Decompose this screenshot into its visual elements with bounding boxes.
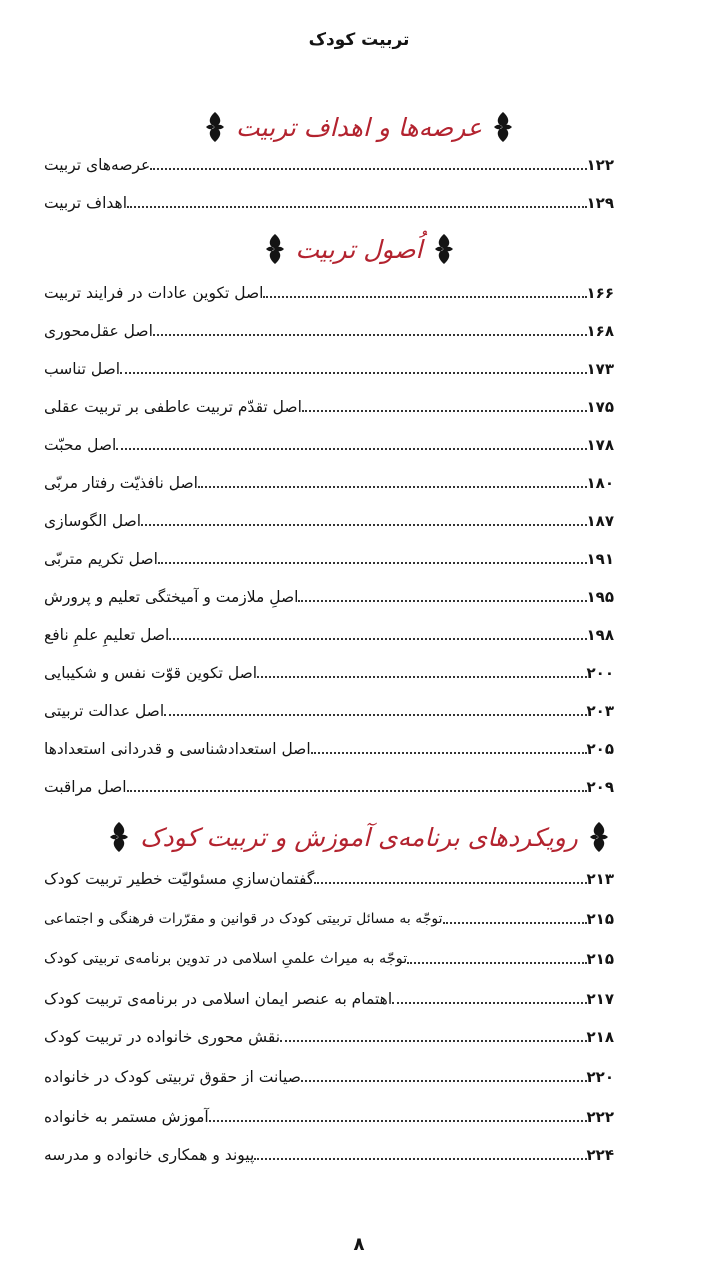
toc-entry[interactable] — [40, 618, 620, 648]
toc-entry[interactable] — [40, 542, 620, 572]
toc-entry-page: ۱۸۰ — [586, 474, 614, 492]
leader-dots — [302, 410, 587, 412]
fleuron-ornament-icon — [204, 110, 226, 144]
toc-entry-page: ۱۲۹ — [586, 194, 614, 212]
toc-entry-label: اصل تقدّم تربیت عاطفی بر تربیت عقلی — [44, 398, 302, 416]
toc-entry-page: ۲۰۰ — [586, 664, 614, 682]
leader-dots — [298, 600, 586, 602]
section-title: رویکردهای برنامه‌ی آموزش و تربیت کودک — [140, 822, 578, 852]
toc-entry-label: صیانت از حقوق تربیتی کودک در خانواده — [44, 1068, 301, 1086]
leader-dots — [158, 562, 587, 564]
toc-entry[interactable] — [40, 982, 620, 1012]
toc-entry[interactable] — [40, 504, 620, 534]
fleuron-ornament-icon — [108, 820, 130, 854]
leader-dots — [209, 1120, 587, 1122]
toc-entry-label: گفتمان‌سازیِ مسئولیّت خطیر تربیت کودک — [44, 870, 315, 888]
leader-dots — [169, 638, 586, 640]
toc-entry-page: ۱۷۵ — [586, 398, 614, 416]
toc-entry-label: اصل تناسب — [44, 360, 121, 378]
toc-entry-label: اصل تعلیمِ علمِ نافع — [44, 626, 170, 644]
leader-dots — [120, 372, 586, 374]
toc-entry-page: ۲۲۴ — [586, 1146, 614, 1164]
section-heading-2 — [0, 226, 718, 272]
toc-entry-label: اصل تکوین عادات در فرایند تربیت — [44, 284, 264, 302]
toc-entry-page: ۲۱۵ — [586, 910, 614, 928]
toc-entry-page: ۱۲۲ — [586, 156, 614, 174]
leader-dots — [280, 1040, 586, 1042]
toc-entry[interactable] — [40, 942, 620, 972]
toc-entry-page: ۲۱۷ — [586, 990, 614, 1008]
toc-entry-page: ۲۲۲ — [586, 1108, 614, 1126]
leader-dots — [164, 714, 586, 716]
leader-dots — [311, 752, 587, 754]
toc-entry-label: اصلِ ملازمت و آمیختگی تعلیم و پرورش — [44, 588, 299, 606]
toc-entry[interactable] — [40, 1138, 620, 1168]
toc-entry[interactable] — [40, 276, 620, 306]
toc-entry[interactable] — [40, 770, 620, 800]
leader-dots — [263, 296, 586, 298]
leader-dots — [254, 1158, 586, 1160]
leader-dots — [153, 334, 587, 336]
toc-entry-page: ۱۷۸ — [586, 436, 614, 454]
leader-dots — [392, 1002, 586, 1004]
toc-entry[interactable] — [40, 148, 620, 178]
leader-dots — [301, 1080, 587, 1082]
toc-entry-page: ۲۰۵ — [586, 740, 614, 758]
leader-dots — [257, 676, 586, 678]
toc-entry[interactable] — [40, 694, 620, 724]
toc-entry-page: ۲۱۳ — [586, 870, 614, 888]
leader-dots — [127, 790, 587, 792]
toc-entry-page: ۱۸۷ — [586, 512, 614, 530]
toc-entry-label: توجّه به مسائل تربیتی کودک در قوانین و مقرّرات فرهنگی و اجتماعی — [44, 911, 443, 927]
toc-entry-label: عرصه‌های تربیت — [44, 156, 151, 174]
toc-entry-label: اصل تکریم متربّی — [44, 550, 158, 568]
leader-dots — [150, 168, 586, 170]
fleuron-ornament-icon — [492, 110, 514, 144]
toc-entry-page: ۲۲۰ — [586, 1068, 614, 1086]
toc-entry[interactable] — [40, 1060, 620, 1090]
toc-entry[interactable] — [40, 862, 620, 892]
leader-dots — [116, 448, 586, 450]
toc-entry-page: ۱۷۳ — [586, 360, 614, 378]
leader-dots — [127, 206, 587, 208]
toc-entry-label: اصل استعدادشناسی و قدردانی استعدادها — [44, 740, 311, 758]
toc-entry[interactable] — [40, 352, 620, 382]
leader-dots — [141, 524, 586, 526]
toc-entry[interactable] — [40, 1100, 620, 1130]
toc-entry-label: اهداف تربیت — [44, 194, 127, 212]
section-title: عرصه‌ها و اهداف تربیت — [236, 112, 482, 142]
toc-entry[interactable] — [40, 390, 620, 420]
toc-entry-page: ۱۹۸ — [586, 626, 614, 644]
toc-entry[interactable] — [40, 314, 620, 344]
toc-entry-page: ۱۶۸ — [586, 322, 614, 340]
toc-entry-label: اصل تکوین قوّت نفس و شکیبایی — [44, 664, 258, 682]
toc-entry-label: اصل محبّت — [44, 436, 117, 454]
toc-entry[interactable] — [40, 902, 620, 932]
toc-entry[interactable] — [40, 466, 620, 496]
toc-entry[interactable] — [40, 656, 620, 686]
leader-dots — [443, 922, 587, 924]
leader-dots — [314, 882, 586, 884]
toc-entry[interactable] — [40, 580, 620, 610]
toc-entry-label: آموزش مستمر به خانواده — [44, 1108, 209, 1126]
toc-entry-label: اصل نافذیّت رفتار مربّی — [44, 474, 198, 492]
page-number: ۸ — [353, 1234, 365, 1255]
toc-entry-label: اصل عقل‌محوری — [44, 322, 153, 340]
toc-entry-label: اصل مراقبت — [44, 778, 127, 796]
section-title: اُصول تربیت — [295, 234, 423, 264]
toc-entry-label: توجّه به میراث علمیِ اسلامی در تدوین برنامه‌ی تربیتی کودک — [44, 951, 408, 967]
toc-entry-page: ۲۰۹ — [586, 778, 614, 796]
toc-entry-label: پیوند و همکاری خانواده و مدرسه — [44, 1146, 255, 1164]
toc-entry[interactable] — [40, 428, 620, 458]
toc-entry[interactable] — [40, 732, 620, 762]
toc-entry-label: اصل الگوسازی — [44, 512, 142, 530]
leader-dots — [407, 962, 586, 964]
toc-entry-page: ۲۱۵ — [586, 950, 614, 968]
leader-dots — [198, 486, 587, 488]
toc-entry-page: ۱۶۶ — [586, 284, 614, 302]
toc-entry-page: ۲۰۳ — [586, 702, 614, 720]
section-heading-1 — [0, 104, 718, 150]
toc-entry-page: ۱۹۵ — [586, 588, 614, 606]
toc-entry[interactable] — [40, 186, 620, 216]
toc-entry-label: اهتمام به عنصر ایمان اسلامی در برنامه‌ی تربیت کودک — [44, 990, 393, 1008]
fleuron-ornament-icon — [433, 232, 455, 266]
toc-entry-label: نقش محوری خانواده در تربیت کودک — [44, 1028, 281, 1046]
toc-entry-label: اصل عدالت تربیتی — [44, 702, 165, 720]
fleuron-ornament-icon — [588, 820, 610, 854]
toc-entry[interactable] — [40, 1020, 620, 1050]
running-head: تربیت کودک — [308, 30, 410, 50]
section-heading-3 — [0, 814, 718, 860]
toc-entry-page: ۱۹۱ — [586, 550, 614, 568]
toc-entry-page: ۲۱۸ — [586, 1028, 614, 1046]
fleuron-ornament-icon — [264, 232, 286, 266]
